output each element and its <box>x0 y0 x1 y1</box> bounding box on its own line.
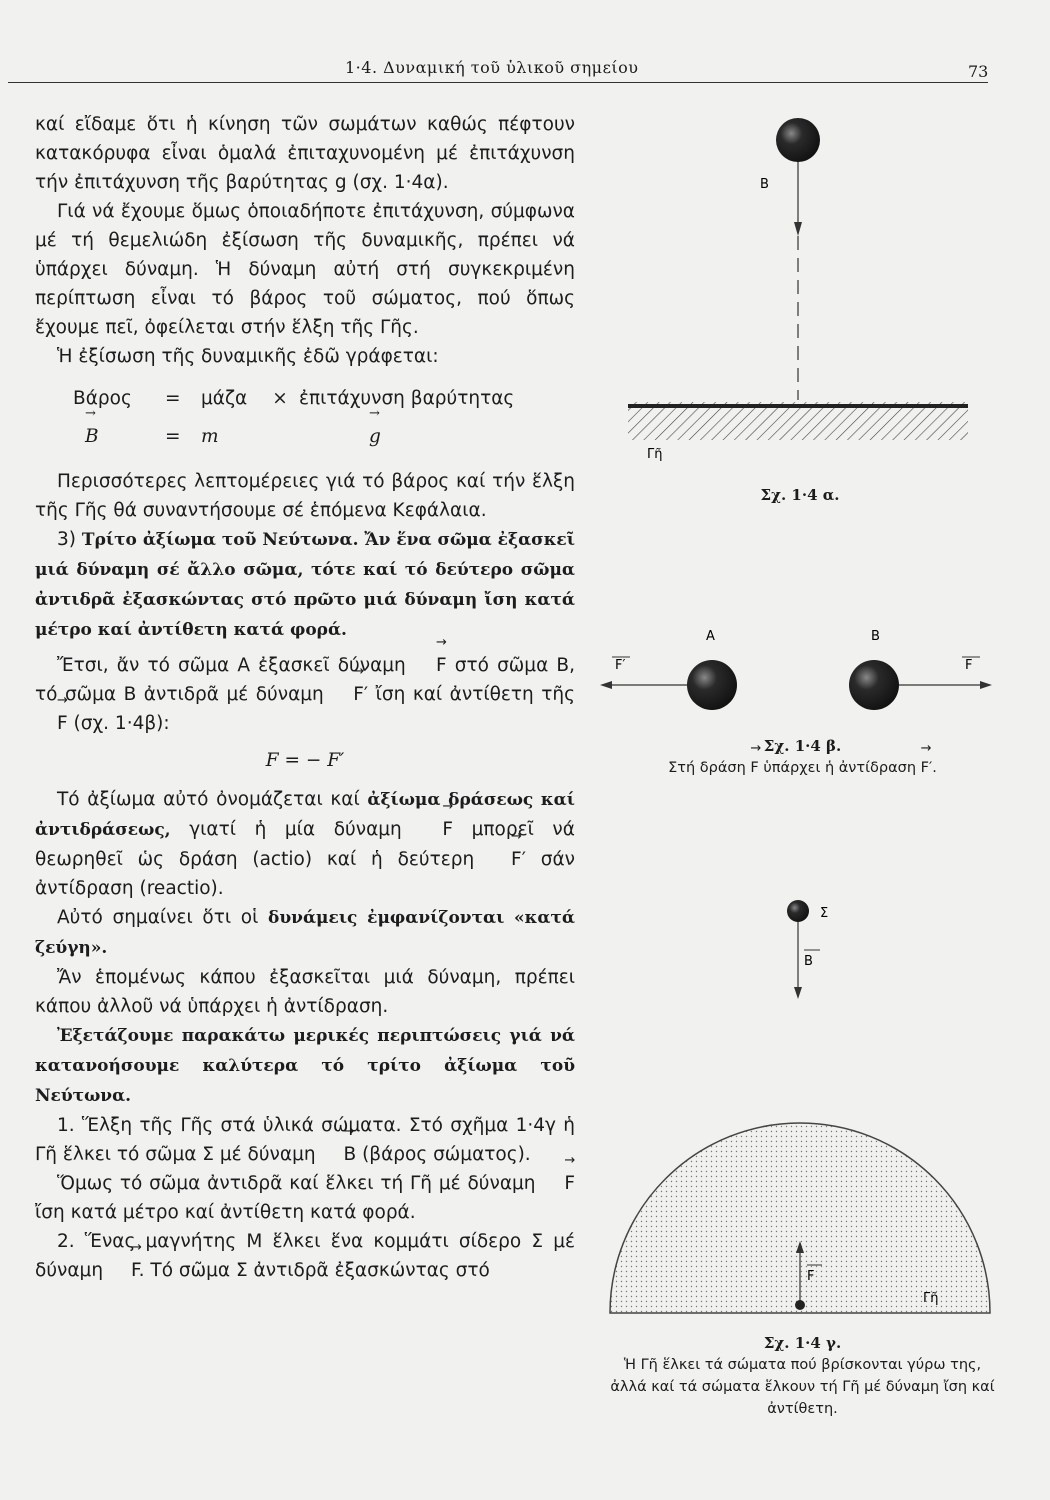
caption-1-4b-Fprime: → F′. <box>921 757 937 779</box>
eq-equals-2: = <box>165 425 181 447</box>
paragraph-12 <box>35 1169 575 1227</box>
fig-a-label-ground: Γῆ <box>647 447 663 462</box>
paragraph-10 <box>35 1021 575 1111</box>
body-on-earth <box>795 1300 805 1310</box>
p6-text-b: στό σῶμα Β, τό σῶμα Β ἀντιδρᾶ μέ δύναμη <box>35 655 575 705</box>
caption-1-4b-text-a: Στή δράση <box>668 760 746 776</box>
eq-times: × <box>272 387 288 409</box>
fig-c-label-B: B <box>804 954 813 969</box>
p7-text-a: Τό ἀξίωμα αὐτό ὀνομάζεται καί <box>57 789 360 810</box>
fig-c-label-ground: Γῆ <box>923 1291 939 1306</box>
caption-1-4a-num: Σχ. 1·4 α. <box>760 486 840 504</box>
p6-vector-F2: → F <box>35 709 68 738</box>
p7-bold-term: ἀξίωμα δράσεως καί ἀντιδράσεως, <box>35 790 575 840</box>
paragraph-6 <box>35 651 575 738</box>
eq-gravity-accel: ἐπιτάχυνση βαρύτητας <box>299 387 515 409</box>
body-B <box>849 660 899 710</box>
p7-text-c: μπορεῖ νά θεωρηθεῖ ὡς δράση (actio) καί ἡ δεύτερη <box>35 819 575 870</box>
p12-text-b: ἴση κατά μέτρο καί ἀντίθετη κατά φορά. <box>35 1202 416 1223</box>
eq-m: m <box>201 425 219 447</box>
eq-vector-B: → B <box>85 422 165 451</box>
paragraph-4: Περισσότερες λεπτομέρειες γιά τό βάρος καί τήν ἕλξη τῆς Γῆς θά συναντήσουμε σέ ἑπόμενα Κεφάλαια. <box>35 471 575 521</box>
paragraph-7 <box>35 785 575 903</box>
weight-arrowhead <box>794 222 802 236</box>
p11-text-a: 1. Ἕλξη τῆς Γῆς στά ὑλικά σώματα. Στό σχῆμα 1·4γ ἡ Γῆ ἕλκει τό σῶμα Σ μέ δύναμη <box>35 1115 575 1165</box>
fig-b-label-F: F <box>965 658 973 673</box>
running-title: 1·4. Δυναμική τοῦ ὑλικοῦ σημείου <box>345 58 639 77</box>
caption-1-4b <box>605 735 1000 779</box>
fig-b-label-A: A <box>706 629 715 644</box>
caption-1-4a <box>700 484 900 507</box>
figure-1-4c-body <box>770 895 850 1005</box>
page-header <box>0 58 1050 88</box>
eq-weight: Βάρος <box>73 387 132 409</box>
equation-words <box>35 381 575 415</box>
body-sigma <box>787 900 809 922</box>
p13-vector-F: → F. <box>109 1256 145 1285</box>
body-A <box>687 660 737 710</box>
eq-mass: μάζα <box>201 387 248 409</box>
paragraph-2: Γιά νά ἔχουμε ὅμως ὁποιαδήποτε ἐπιτάχυνση, σύμφωνα μέ τή θεμελιώδη ἐξίσωση τῆς δυναμικῆς, πρέπει νά ὑπάρχει δύναμη. Ἡ δύναμη αὐτή στή συγκεκριμένη περίπτωση εἶναι τό βάρος τοῦ σώματος, πού ὅπως ἔχουμε πεῖ, ὀφείλεται στήν ἕλξη τῆς Γῆς. <box>35 201 575 338</box>
p8-text-a: Αὐτό σημαίνει ὅτι οἱ <box>57 907 259 928</box>
caption-1-4b-text <box>605 757 1000 779</box>
p13-text-a: 2. Ἕνας μαγνήτης Μ ἕλκει ἕνα κομμάτι σίδερο Σ μέ δύναμη <box>35 1231 575 1281</box>
p11-vector-B: → B <box>321 1140 356 1169</box>
p11-text-b: (βάρος σώματος). <box>362 1144 531 1165</box>
paragraph-3: Ἡ ἐξίσωση τῆς δυναμικῆς ἐδῶ γράφεται: <box>57 346 439 367</box>
p6-text-d: (σχ. 1·4β): <box>73 713 170 734</box>
paragraph-13 <box>35 1227 575 1285</box>
paragraph-5 <box>35 525 575 645</box>
p8-bold-term: δυνάμεις ἐμφανίζονται «κατά ζεύγη». <box>35 908 575 958</box>
p13-text-b: Τό σῶμα Σ ἀντιδρᾶ ἐξασκώντας στό <box>150 1260 490 1281</box>
axiom-number: 3) <box>57 529 76 550</box>
falling-body <box>776 118 820 162</box>
p7-text-d: σάν ἀντίδραση (reactio). <box>35 849 575 899</box>
equation-symbols <box>35 419 575 453</box>
figure-1-4b <box>590 625 1000 735</box>
caption-1-4b-F: → F <box>750 757 758 779</box>
p6-text-c: ἴση καί ἀντίθετη τῆς <box>375 684 575 705</box>
eq-equals: = <box>165 387 181 409</box>
paragraph-11 <box>35 1111 575 1169</box>
equation-F: F = − F′ <box>265 750 345 771</box>
caption-1-4b-text-b: ὑπάρχει ἡ ἀντίδραση <box>763 760 917 776</box>
p10-bold: Ἐξετάζουμε παρακάτω μερικές περιπτώσεις γιά νά κατανοήσουμε καλύτερα τό τρίτο ἀξίωμα τοῦ Νεύτωνα. <box>35 1026 575 1106</box>
caption-1-4c <box>605 1332 1000 1420</box>
paragraph-1: καί εἴδαμε ὅτι ἡ κίνηση τῶν σωμάτων καθώς πέφτουν κατακόρυφα εἶναι ὁμαλά ἐπιταχυνομένη μέ ἐπιτάχυνση τήν ἐπιτάχυνση τῆς βαρύτητας g (σχ. 1·4α). <box>35 114 575 193</box>
fig-c-label-sigma: Σ <box>820 906 829 921</box>
paragraph-8 <box>35 903 575 963</box>
main-text-column <box>35 110 575 1285</box>
p6-vector-Fprime: → F′ <box>331 680 368 709</box>
eq-vector-g: → g <box>369 422 381 451</box>
caption-1-4b-num: Σχ. 1·4 β. <box>763 737 842 755</box>
p7-vector-F: → F <box>420 815 453 844</box>
fig-a-label-B: B <box>760 177 769 192</box>
figure-1-4c-earth <box>600 1115 1000 1315</box>
fig-c-label-F: F <box>807 1269 815 1284</box>
header-rule <box>8 82 988 83</box>
caption-1-4c-text: Ἡ Γῆ ἕλκει τά σώματα πού βρίσκονται γύρω της, ἀλλά καί τά σώματα ἕλκουν τή Γῆ μέ δύναμη ἴση καί ἀντίθετη. <box>610 1357 995 1417</box>
fig-b-label-B: B <box>871 629 880 644</box>
p6-text-a: Ἔτσι, ἄν τό σῶμα Α ἐξασκεῖ δύναμη <box>57 655 406 676</box>
action-arrowhead <box>980 681 992 689</box>
third-axiom-statement: Τρίτο ἀξίωμα τοῦ Νεύτωνα. Ἄν ἕνα σῶμα ἐξασκεῖ μιά δύναμη σέ ἄλλο σῶμα, τότε καί τό δεύτερο σῶμα ἀντιδρᾶ ἐξασκώντας στό πρῶτο μιά δύναμη ἴση κατά μέτρο καί ἀντίθετη κατά φορά. <box>35 530 575 640</box>
fig-b-label-Fprime: F′ <box>615 658 626 673</box>
figure-1-4a <box>600 110 1000 470</box>
p6-vector-F: → F <box>414 651 447 680</box>
caption-1-4c-num: Σχ. 1·4 γ. <box>763 1334 842 1352</box>
p12-text-a: Ὅμως τό σῶμα ἀντιδρᾶ καί ἕλκει τή Γῆ μέ δύναμη <box>57 1173 536 1194</box>
reaction-arrowhead <box>600 681 612 689</box>
p7-text-b: γιατί ἡ μία δύναμη <box>189 819 402 840</box>
p12-vector-F: → F <box>542 1169 575 1198</box>
paragraph-9: Ἄν ἑπομένως κάπου ἐξασκεῖται μιά δύναμη, πρέπει κάπου ἀλλοῦ νά ὑπάρχει ἡ ἀντίδραση. <box>35 967 575 1017</box>
p7-vector-Fprime: → F′ <box>489 845 526 874</box>
page-number: 73 <box>968 62 989 81</box>
